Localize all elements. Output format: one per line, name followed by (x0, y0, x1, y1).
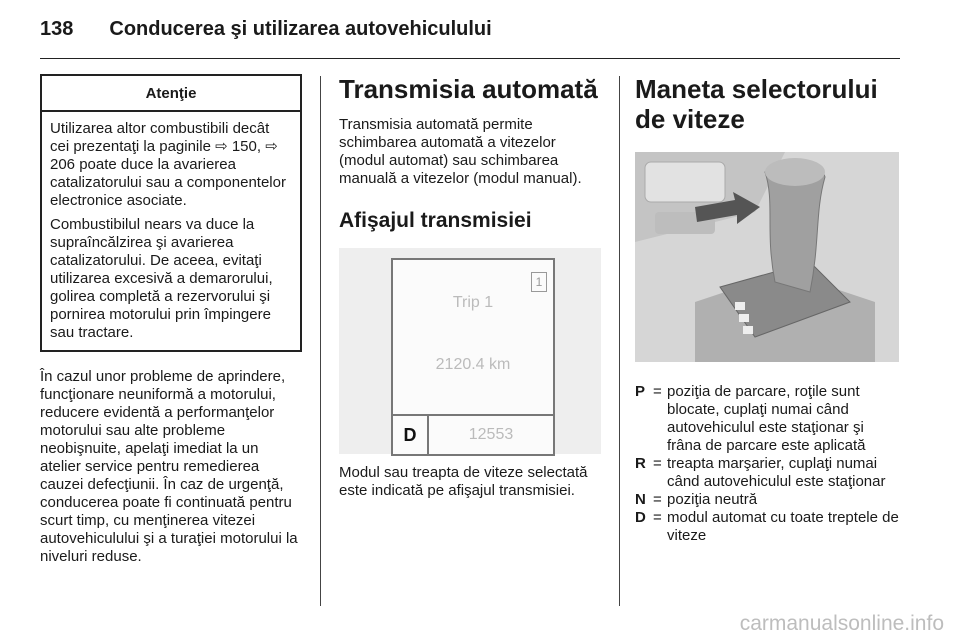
legend-row (635, 383, 901, 455)
legend-description: poziţia neutră (667, 491, 758, 508)
warning-paragraph: Combustibilul nears va duce la supraîncălzirea şi avarierea catalizatorului. De aceea, evitaţi utilizarea excesivă a demarorului, golirea completă a rezervorului şi pornirea motorului prin împingere sau tractare. (50, 216, 273, 341)
legend-key: P (635, 383, 646, 400)
column-divider-1 (320, 76, 321, 606)
display-bottom-row (393, 414, 553, 454)
warning-title: Atenţie (42, 76, 300, 112)
page-number: 138 (40, 18, 74, 40)
odometer: 12553 (468, 426, 514, 443)
transmission-display-figure (339, 248, 601, 454)
column-right (635, 74, 901, 545)
legend-row (635, 455, 901, 491)
selector-title: Maneta selectorului de viteze (635, 74, 878, 134)
legend-equals: = (653, 491, 662, 508)
warning-box (40, 74, 302, 352)
page-header (40, 18, 492, 48)
figure-caption: Modul sau treapta de viteze selectată este indicată pe afişajul transmisiei. (339, 464, 588, 499)
legend-description: modul automat cu toate treptele de viteze (667, 509, 899, 544)
legend-row (635, 509, 901, 545)
watermark: carmanualsonline.info (739, 612, 944, 635)
legend-description: treapta marşarier, cuplaţi numai când autovehiculul este staţionar (667, 455, 886, 490)
column-divider-2 (619, 76, 620, 606)
legend-key: R (635, 455, 646, 472)
gear-lever-photo (635, 152, 899, 362)
legend-key: N (635, 491, 646, 508)
legend-equals: = (653, 509, 662, 526)
legend-equals: = (653, 383, 662, 400)
subsection-title: Afişajul transmisiei (339, 209, 532, 232)
body-paragraph: În cazul unor probleme de aprindere, funcţionare neuniformă a motorului, reducere evidentă a performanţelor motorului sau alte probleme neobişnuite, apelaţi imediat la un atelier service pentru remedierea cauzei defecţiunii. În caz de urgenţă, conducerea poate fi continuată pentru scurt timp, cu menţinerea vitezei autovehiculului şi a turaţiei motorului la niveluri reduse. (40, 368, 298, 565)
page-icon: 1 (531, 272, 547, 292)
section-title: Transmisia automată (339, 74, 598, 104)
warning-paragraph: Utilizarea altor combustibili decât cei prezentaţi la paginile ⇨ 150, ⇨ 206 poate duce la avarierea catalizatorului sau a componentelor electronice asociate. (50, 120, 286, 209)
section-intro: Transmisia automată permite schimbarea automată a vitezelor (modul automat) sau schimbarea manuală a vitezelor (modul manual). (339, 116, 582, 187)
legend-row (635, 491, 901, 509)
legend-key: D (635, 509, 646, 526)
legend-equals: = (653, 455, 662, 472)
gear-legend (635, 383, 901, 545)
legend-description: poziţia de parcare, roţile sunt blocate, cuplaţi numai când autovehiculul este staţionar şi frâna de parcare este aplicată (667, 383, 866, 454)
gear-indicator: D (393, 416, 429, 454)
display-frame (391, 258, 555, 456)
warning-body (42, 112, 300, 350)
chapter-title: Conducerea şi utilizarea autovehiculului (109, 18, 492, 40)
trip-label: Trip 1 (452, 294, 494, 311)
column-middle (339, 74, 602, 500)
trip-distance: 2120.4 km (435, 356, 511, 373)
column-left (40, 74, 302, 566)
header-rule (40, 58, 900, 59)
